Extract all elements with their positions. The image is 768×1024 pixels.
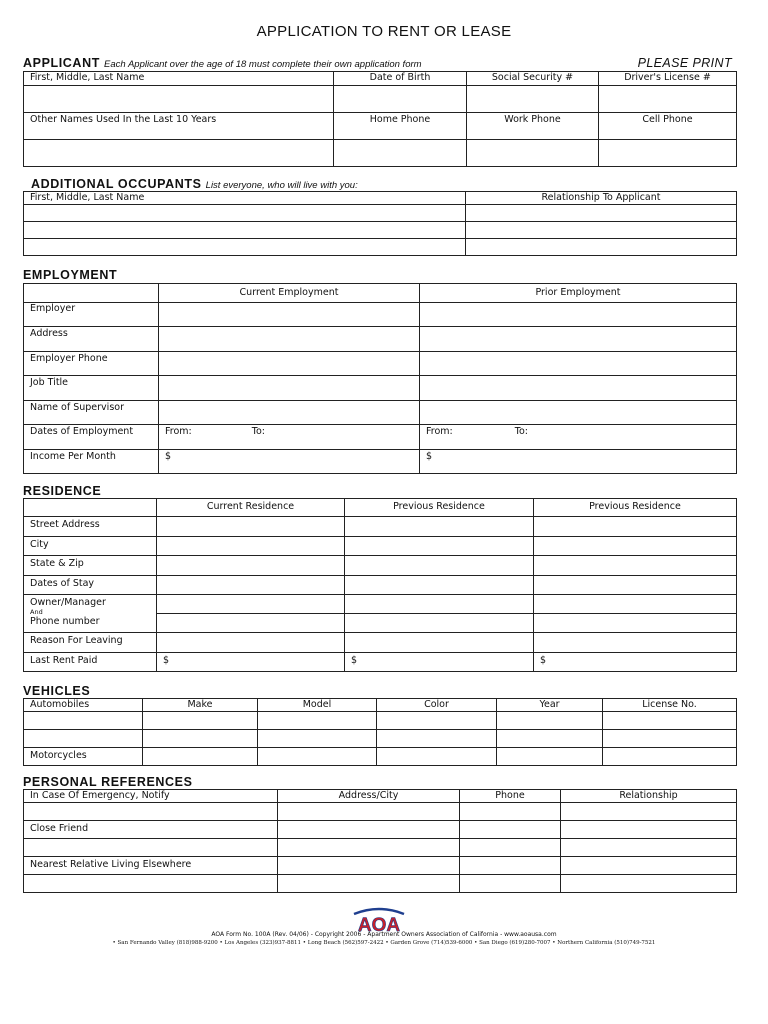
employer-phone-label: Employer Phone bbox=[24, 352, 159, 376]
aoa-logo-text: AOA bbox=[357, 915, 401, 934]
from-label: From: bbox=[426, 426, 453, 437]
current-state-zip-field[interactable] bbox=[157, 556, 345, 576]
supervisor-label: Name of Supervisor bbox=[24, 401, 159, 425]
prior-employer-field[interactable] bbox=[420, 303, 737, 327]
reference-cell[interactable] bbox=[278, 875, 460, 893]
prior-supervisor-field[interactable] bbox=[420, 401, 737, 425]
license-label: Driver's License # bbox=[599, 72, 737, 86]
reference-cell[interactable] bbox=[460, 857, 561, 875]
residence-heading: RESIDENCE bbox=[23, 484, 102, 498]
form-title: APPLICATION TO RENT OR LEASE bbox=[256, 23, 512, 40]
occupants-heading-text: ADDITIONAL OCCUPANTS bbox=[31, 177, 202, 191]
address-city-header: Address/City bbox=[278, 790, 460, 803]
footer-offices: • San Fernando Valley (818)988-9200 • Los Angeles (323)937-8811 • Long Beach (562)597-2422 • Garden Grove (714)539-6000 • San Diego (619)280-7007 • Northern California (510)749-7521 bbox=[112, 940, 656, 946]
previous-residence-header-2: Previous Residence bbox=[534, 499, 737, 517]
occupant-name-field[interactable] bbox=[24, 239, 466, 256]
current-residence-header: Current Residence bbox=[157, 499, 345, 517]
reference-cell[interactable] bbox=[561, 875, 737, 893]
prior-address-field[interactable] bbox=[420, 327, 737, 352]
home-phone-label: Home Phone bbox=[334, 113, 467, 140]
footer-copyright: AOA Form No. 100A (Rev. 04/06) - Copyright 2006 - Apartment Owners Association of California - www.aoausa.com bbox=[211, 931, 557, 938]
current-supervisor-field[interactable] bbox=[159, 401, 420, 425]
applicant-note: Each Applicant over the age of 18 must complete their own application form bbox=[104, 59, 422, 70]
employment-table bbox=[23, 283, 737, 474]
current-dates-field[interactable] bbox=[159, 425, 420, 450]
vehicle-cell[interactable] bbox=[24, 730, 143, 748]
ssn-field[interactable] bbox=[467, 86, 599, 113]
current-phone-field[interactable] bbox=[159, 352, 420, 376]
occupant-name-header: First, Middle, Last Name bbox=[24, 192, 466, 205]
previous-street-field[interactable] bbox=[345, 517, 534, 537]
occupants-table bbox=[23, 191, 737, 256]
reference-cell[interactable] bbox=[460, 839, 561, 857]
previous-rent-field-2[interactable]: $ bbox=[534, 653, 737, 672]
prior-job-title-field[interactable] bbox=[420, 376, 737, 401]
make-header: Make bbox=[143, 699, 258, 712]
applicant-table bbox=[23, 71, 737, 167]
occupant-name-field[interactable] bbox=[24, 205, 466, 222]
please-print-label: PLEASE PRINT bbox=[637, 56, 732, 70]
vehicle-cell[interactable] bbox=[377, 712, 497, 730]
current-job-title-field[interactable] bbox=[159, 376, 420, 401]
reference-cell[interactable] bbox=[278, 821, 460, 839]
occupant-relationship-field[interactable] bbox=[466, 222, 737, 239]
other-names-field[interactable] bbox=[24, 140, 334, 167]
current-address-field[interactable] bbox=[159, 327, 420, 352]
vehicle-cell[interactable] bbox=[497, 730, 603, 748]
previous-reason-field[interactable] bbox=[345, 633, 534, 653]
residence-table bbox=[23, 498, 737, 672]
employment-corner-cell bbox=[24, 284, 159, 303]
current-employment-header: Current Employment bbox=[159, 284, 420, 303]
current-income-field[interactable]: $ bbox=[159, 450, 420, 474]
income-label: Income Per Month bbox=[24, 450, 159, 474]
vehicles-heading: VEHICLES bbox=[23, 684, 91, 698]
prior-phone-field[interactable] bbox=[420, 352, 737, 376]
reference-cell[interactable] bbox=[24, 875, 278, 893]
reference-cell[interactable] bbox=[278, 839, 460, 857]
other-names-label: Other Names Used In the Last 10 Years bbox=[24, 113, 334, 140]
model-header: Model bbox=[258, 699, 377, 712]
aoa-logo bbox=[350, 906, 408, 934]
reference-cell[interactable] bbox=[278, 803, 460, 821]
employer-label: Employer bbox=[24, 303, 159, 327]
occupant-relationship-header: Relationship To Applicant bbox=[466, 192, 737, 205]
vehicle-cell[interactable] bbox=[24, 712, 143, 730]
previous-owner-phone-field[interactable] bbox=[345, 614, 534, 633]
references-heading: PERSONAL REFERENCES bbox=[23, 775, 193, 789]
previous-owner-phone-field-2[interactable] bbox=[534, 614, 737, 633]
reference-cell[interactable] bbox=[24, 803, 278, 821]
occupants-heading bbox=[31, 177, 358, 191]
vehicle-cell[interactable] bbox=[603, 730, 737, 748]
employment-heading: EMPLOYMENT bbox=[23, 268, 118, 282]
vehicle-cell[interactable] bbox=[377, 730, 497, 748]
and-text: And bbox=[30, 608, 43, 616]
work-phone-field[interactable] bbox=[467, 140, 599, 167]
prior-dates-field[interactable] bbox=[420, 425, 737, 450]
ssn-label: Social Security # bbox=[467, 72, 599, 86]
dob-field[interactable] bbox=[334, 86, 467, 113]
previous-state-zip-field[interactable] bbox=[345, 556, 534, 576]
previous-dates-stay-field[interactable] bbox=[345, 576, 534, 595]
reference-cell[interactable] bbox=[561, 821, 737, 839]
applicant-heading bbox=[23, 56, 422, 70]
previous-city-field-2[interactable] bbox=[534, 537, 737, 556]
reference-cell[interactable] bbox=[460, 821, 561, 839]
year-header: Year bbox=[497, 699, 603, 712]
prior-income-field[interactable]: $ bbox=[420, 450, 737, 474]
applicant-heading-text: APPLICANT bbox=[23, 56, 100, 70]
job-title-label: Job Title bbox=[24, 376, 159, 401]
cell-phone-field[interactable] bbox=[599, 140, 737, 167]
last-rent-label: Last Rent Paid bbox=[24, 653, 157, 672]
street-address-label: Street Address bbox=[24, 517, 157, 537]
from-label: From: bbox=[165, 426, 192, 437]
references-table bbox=[23, 789, 737, 893]
previous-owner-field[interactable] bbox=[345, 595, 534, 614]
reference-cell[interactable] bbox=[460, 803, 561, 821]
color-header: Color bbox=[377, 699, 497, 712]
vehicle-cell[interactable] bbox=[143, 748, 258, 766]
employer-address-label: Address bbox=[24, 327, 159, 352]
home-phone-field[interactable] bbox=[334, 140, 467, 167]
state-zip-label: State & Zip bbox=[24, 556, 157, 576]
dob-label: Date of Birth bbox=[334, 72, 467, 86]
to-label: To: bbox=[251, 426, 265, 437]
current-employer-field[interactable] bbox=[159, 303, 420, 327]
vehicles-table bbox=[23, 698, 737, 766]
previous-street-field-2[interactable] bbox=[534, 517, 737, 537]
vehicle-cell[interactable] bbox=[258, 748, 377, 766]
vehicle-cell[interactable] bbox=[143, 730, 258, 748]
name-field[interactable] bbox=[24, 86, 334, 113]
previous-residence-header: Previous Residence bbox=[345, 499, 534, 517]
reference-cell[interactable] bbox=[561, 839, 737, 857]
owner-manager-label bbox=[24, 595, 157, 633]
vehicle-cell[interactable] bbox=[603, 712, 737, 730]
vehicle-cell[interactable] bbox=[258, 712, 377, 730]
nearest-relative-label: Nearest Relative Living Elsewhere bbox=[24, 857, 278, 875]
dates-employment-label: Dates of Employment bbox=[24, 425, 159, 450]
current-street-field[interactable] bbox=[157, 517, 345, 537]
reason-leaving-label: Reason For Leaving bbox=[24, 633, 157, 653]
prior-employment-header: Prior Employment bbox=[420, 284, 737, 303]
occupant-relationship-field[interactable] bbox=[466, 239, 737, 256]
to-label: To: bbox=[514, 426, 528, 437]
name-label: First, Middle, Last Name bbox=[24, 72, 334, 86]
reference-cell[interactable] bbox=[460, 875, 561, 893]
previous-owner-field-2[interactable] bbox=[534, 595, 737, 614]
previous-dates-stay-field-2[interactable] bbox=[534, 576, 737, 595]
previous-state-zip-field-2[interactable] bbox=[534, 556, 737, 576]
close-friend-label: Close Friend bbox=[24, 821, 278, 839]
current-dates-stay-field[interactable] bbox=[157, 576, 345, 595]
current-owner-phone-field[interactable] bbox=[157, 614, 345, 633]
vehicle-cell[interactable] bbox=[258, 730, 377, 748]
emergency-contact-label: In Case Of Emergency, Notify bbox=[24, 790, 278, 803]
previous-rent-field[interactable]: $ bbox=[345, 653, 534, 672]
vehicle-cell[interactable] bbox=[377, 748, 497, 766]
previous-reason-field-2[interactable] bbox=[534, 633, 737, 653]
reference-cell[interactable] bbox=[561, 857, 737, 875]
owner-manager-text: Owner/Manager bbox=[30, 597, 106, 608]
vehicle-cell[interactable] bbox=[143, 712, 258, 730]
vehicle-cell[interactable] bbox=[497, 748, 603, 766]
automobiles-label: Automobiles bbox=[24, 699, 143, 712]
reference-cell[interactable] bbox=[561, 803, 737, 821]
vehicle-cell[interactable] bbox=[603, 748, 737, 766]
phone-header: Phone bbox=[460, 790, 561, 803]
occupants-note: List everyone, who will live with you: bbox=[205, 180, 358, 191]
reference-cell[interactable] bbox=[278, 857, 460, 875]
cell-phone-label: Cell Phone bbox=[599, 113, 737, 140]
work-phone-label: Work Phone bbox=[467, 113, 599, 140]
current-owner-field[interactable] bbox=[157, 595, 345, 614]
current-reason-field[interactable] bbox=[157, 633, 345, 653]
phone-number-text: Phone number bbox=[30, 616, 100, 627]
dates-of-stay-label: Dates of Stay bbox=[24, 576, 157, 595]
current-rent-field[interactable]: $ bbox=[157, 653, 345, 672]
vehicle-cell[interactable] bbox=[497, 712, 603, 730]
residence-corner-cell bbox=[24, 499, 157, 517]
reference-cell[interactable] bbox=[24, 839, 278, 857]
city-label: City bbox=[24, 537, 157, 556]
license-field[interactable] bbox=[599, 86, 737, 113]
occupant-relationship-field[interactable] bbox=[466, 205, 737, 222]
motorcycles-label: Motorcycles bbox=[24, 748, 143, 766]
occupant-name-field[interactable] bbox=[24, 222, 466, 239]
previous-city-field[interactable] bbox=[345, 537, 534, 556]
current-city-field[interactable] bbox=[157, 537, 345, 556]
relationship-header: Relationship bbox=[561, 790, 737, 803]
license-no-header: License No. bbox=[603, 699, 737, 712]
